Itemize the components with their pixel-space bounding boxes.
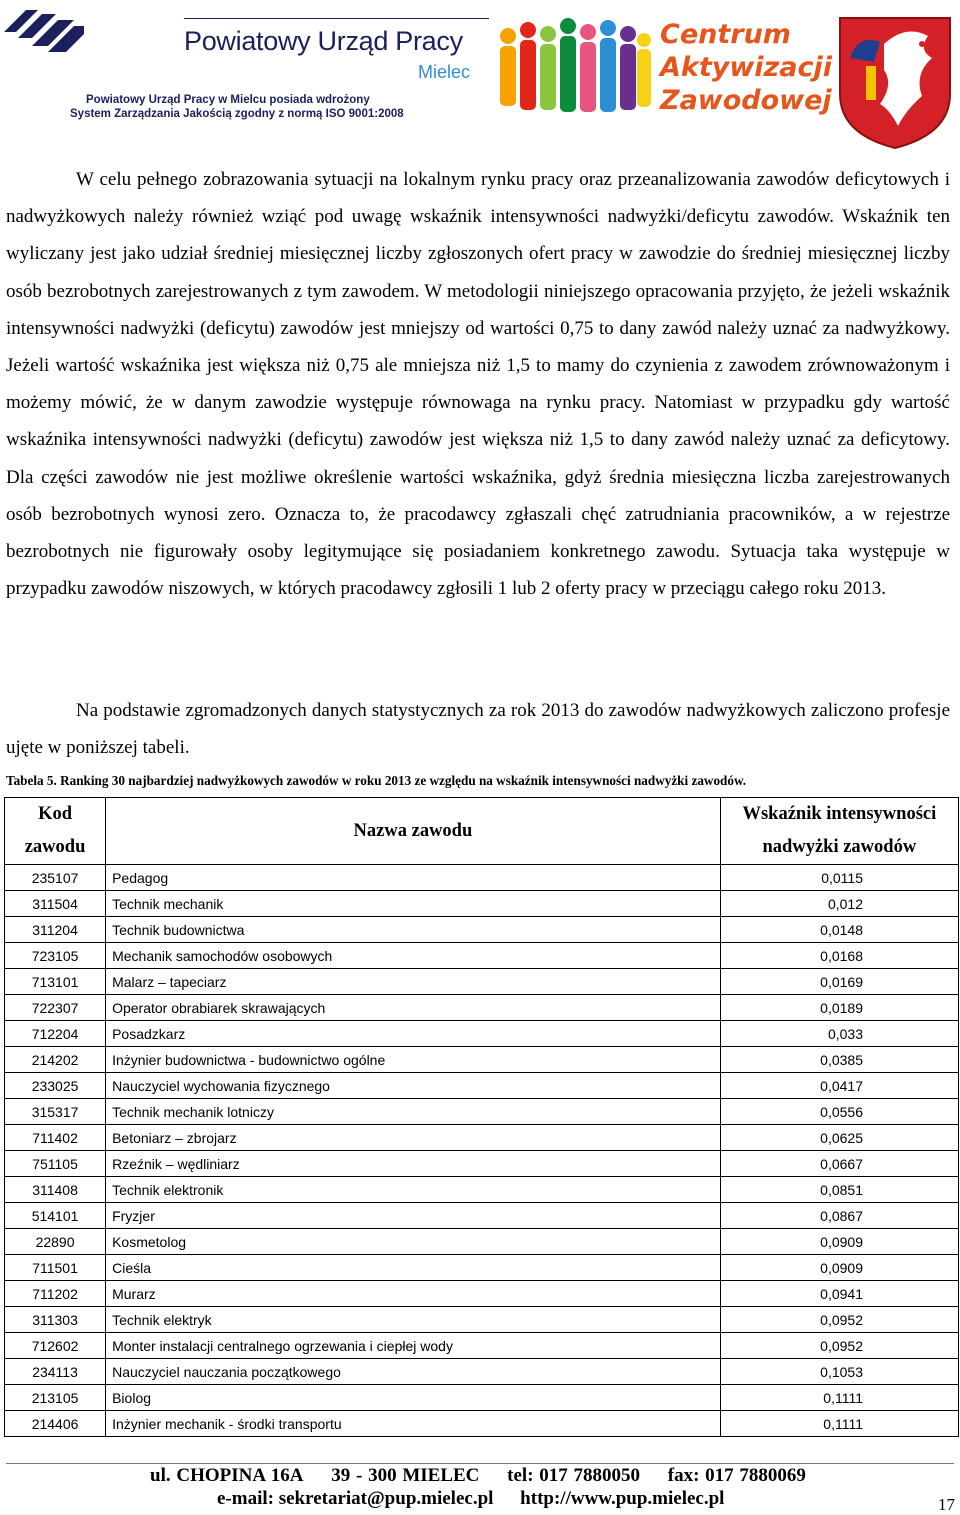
row-name: Cieśla (106, 1255, 721, 1281)
row-code: 711501 (5, 1255, 106, 1281)
row-code: 235107 (5, 865, 106, 891)
page-header (0, 0, 960, 150)
footer-rule (6, 1463, 954, 1464)
row-name: Monter instalacji centralnego ogrzewania i ciepłej wody (106, 1333, 721, 1359)
row-name: Mechanik samochodów osobowych (106, 943, 721, 969)
row-value: 0,0169 (720, 969, 958, 995)
row-code: 723105 (5, 943, 106, 969)
row-code: 311504 (5, 891, 106, 917)
row-value: 0,0909 (720, 1255, 958, 1281)
row-name: Technik elektronik (106, 1177, 721, 1203)
table-row (5, 1099, 959, 1125)
footer-street: ul. CHOPINA 16A (150, 1465, 304, 1486)
row-code: 311408 (5, 1177, 106, 1203)
row-name: Technik elektryk (106, 1307, 721, 1333)
row-name: Technik mechanik lotniczy (106, 1099, 721, 1125)
header-code (5, 798, 106, 865)
row-value: 0,0952 (720, 1333, 958, 1359)
table-row (5, 943, 959, 969)
row-code: 712204 (5, 1021, 106, 1047)
row-value: 0,0556 (720, 1099, 958, 1125)
table-row (5, 1281, 959, 1307)
table-row (5, 1177, 959, 1203)
row-value: 0,0867 (720, 1203, 958, 1229)
table-row (5, 1021, 959, 1047)
row-name: Betoniarz – zbrojarz (106, 1125, 721, 1151)
table-row (5, 865, 959, 891)
row-name: Operator obrabiarek skrawających (106, 995, 721, 1021)
header-value-line1: Wskaźnik intensywności (742, 804, 937, 824)
table-row (5, 1359, 959, 1385)
row-code: 711402 (5, 1125, 106, 1151)
footer-contact (217, 1488, 746, 1510)
footer-website: http://www.pup.mielec.pl (520, 1488, 725, 1509)
cak-line3: Zawodowej (660, 85, 832, 116)
row-name: Inżynier mechanik - środki transportu (106, 1411, 721, 1437)
row-code: 214406 (5, 1411, 106, 1437)
row-code: 234113 (5, 1359, 106, 1385)
footer-fax: fax: 017 7880069 (667, 1465, 806, 1486)
table-row (5, 1307, 959, 1333)
table-row (5, 1255, 959, 1281)
row-value: 0,0952 (720, 1307, 958, 1333)
table-header-row (5, 798, 959, 865)
row-name: Technik mechanik (106, 891, 721, 917)
table-row (5, 1385, 959, 1411)
row-value: 0,0115 (720, 865, 958, 891)
iso-statement-line2: System Zarządzania Jakością zgodny z normą ISO 9001:2008 (70, 108, 404, 120)
row-code: 22890 (5, 1229, 106, 1255)
header-rule (184, 18, 489, 19)
row-code: 315317 (5, 1099, 106, 1125)
row-value: 0,0667 (720, 1151, 958, 1177)
row-name: Inżynier budownictwa - budownictwo ogólne (106, 1047, 721, 1073)
row-value: 0,0385 (720, 1047, 958, 1073)
ranking-table (4, 797, 959, 1437)
table-row (5, 917, 959, 943)
row-value: 0,0417 (720, 1073, 958, 1099)
row-value: 0,0851 (720, 1177, 958, 1203)
row-name: Kosmetolog (106, 1229, 721, 1255)
org-city: Mielec (418, 62, 471, 82)
table-row (5, 1203, 959, 1229)
row-code: 751105 (5, 1151, 106, 1177)
cak-logo (660, 18, 833, 122)
header-value (720, 798, 958, 865)
iso-statement-line1: Powiatowy Urząd Pracy w Mielcu posiada wdrożony (86, 94, 370, 106)
table-row (5, 891, 959, 917)
row-code: 722307 (5, 995, 106, 1021)
header-value-line2: nadwyżki zawodów (762, 837, 917, 857)
row-code: 712602 (5, 1333, 106, 1359)
table-row (5, 1411, 959, 1437)
table-row (5, 1229, 959, 1255)
cak-line1: Centrum (660, 19, 791, 50)
footer-tel: tel: 017 7880050 (507, 1465, 641, 1486)
row-value: 0,033 (720, 1021, 958, 1047)
row-value: 0,1111 (720, 1411, 958, 1437)
row-code: 711202 (5, 1281, 106, 1307)
row-name: Technik budownictwa (106, 917, 721, 943)
table-row (5, 1151, 959, 1177)
table-row (5, 1125, 959, 1151)
row-value: 0,0909 (720, 1229, 958, 1255)
table-row (5, 1047, 959, 1073)
table-caption: Tabela 5. Ranking 30 najbardziej nadwyżkowych zawodów w roku 2013 ze względu na wskaźnik intensywności nadwyżki zawodów. (6, 773, 747, 788)
footer-email: e-mail: sekretariat@pup.mielec.pl (217, 1488, 494, 1509)
row-value: 0,012 (720, 891, 958, 917)
cak-line2: Aktywizacji (660, 52, 833, 83)
row-code: 514101 (5, 1203, 106, 1229)
row-name: Rzeźnik – wędliniarz (106, 1151, 721, 1177)
row-code: 713101 (5, 969, 106, 995)
coat-of-arms (836, 14, 954, 150)
row-value: 0,0941 (720, 1281, 958, 1307)
row-value: 0,1053 (720, 1359, 958, 1385)
row-name: Nauczyciel nauczania początkowego (106, 1359, 721, 1385)
table-row (5, 1073, 959, 1099)
row-code: 311303 (5, 1307, 106, 1333)
table-row (5, 995, 959, 1021)
people-graphic (494, 14, 654, 124)
row-name: Posadzkarz (106, 1021, 721, 1047)
row-value: 0,1111 (720, 1385, 958, 1411)
page-number: 17 (938, 1495, 955, 1514)
row-value: 0,0625 (720, 1125, 958, 1151)
org-title: Powiatowy Urząd Pracy (184, 26, 463, 56)
row-name: Biolog (106, 1385, 721, 1411)
pup-logo (4, 4, 84, 54)
row-name: Fryzjer (106, 1203, 721, 1229)
table-row (5, 1333, 959, 1359)
table-body (5, 865, 959, 1437)
header-code-line2: zawodu (24, 837, 86, 857)
row-code: 233025 (5, 1073, 106, 1099)
intro-paragraph: W celu pełnego zobrazowania sytuacji na lokalnym rynku pracy oraz przeanalizowania zawodów deficytowych i nadwyżkowych należy również wziąć pod uwagę wskaźnik intensywności nadwyżki/deficytu zawodów. Wskaźnik ten wyliczany jest jako udział średniej miesięcznej liczby zgłoszonych ofert pracy w zawodzie do średniej miesięcznej liczby osób bezrobotnych zarejestrowanych z tym zawodem. W metodologii niniejszego opracowania przyjęto, że jeżeli wskaźnik intensywności nadwyżki (deficytu) zawodów jest mniejszy od wartości 0,75 to dany zawód należy uznać za nadwyżkowy. Jeżeli wartość wskaźnika jest większa niż 0,75 ale mniejsza niż 1,5 to mamy do czynienia z zawodem zrównoważonym i możemy mówić, że w danym zawodzie występuje równowaga na rynku pracy. Natomiast w przypadku gdy wartość wskaźnika intensywności nadwyżki (deficytu) zawodów jest większa niż 1,5 to dany zawód należy uznać za deficytowy. Dla części zawodów nie jest możliwe określenie wartości wskaźnika, gdyż średnia miesięczna liczba zarejestrowanych osób bezrobotnych wynosi zero. Oznacza to, że pracodawcy zgłaszali chęć zatrudniania pracowników, a w rejestrze bezrobotnych nie figurowały osoby legitymujące się posiadaniem konkretnego zawodu. Sytuacja taka występuje w przypadku zawodów niszowych, w których pracodawcy zgłosili 1 lub 2 oferty pracy w przeciągu całego roku 2013. (6, 169, 950, 600)
row-value: 0,0148 (720, 917, 958, 943)
row-name: Malarz – tapeciarz (106, 969, 721, 995)
row-name: Pedagog (106, 865, 721, 891)
row-name: Murarz (106, 1281, 721, 1307)
header-code-line1: Kod (38, 804, 73, 824)
row-value: 0,0189 (720, 995, 958, 1021)
header-name: Nazwa zawodu (106, 798, 721, 865)
footer-postcode: 39 - 300 MIELEC (331, 1465, 480, 1486)
row-value: 0,0168 (720, 943, 958, 969)
row-name: Nauczyciel wychowania fizycznego (106, 1073, 721, 1099)
table-row (5, 969, 959, 995)
table-intro-paragraph: Na podstawie zgromadzonych danych statystycznych za rok 2013 do zawodów nadwyżkowych zaliczono profesje ujęte w poniższej tabeli. (6, 700, 950, 759)
row-code: 311204 (5, 917, 106, 943)
row-code: 213105 (5, 1385, 106, 1411)
footer-address (150, 1465, 828, 1487)
row-code: 214202 (5, 1047, 106, 1073)
